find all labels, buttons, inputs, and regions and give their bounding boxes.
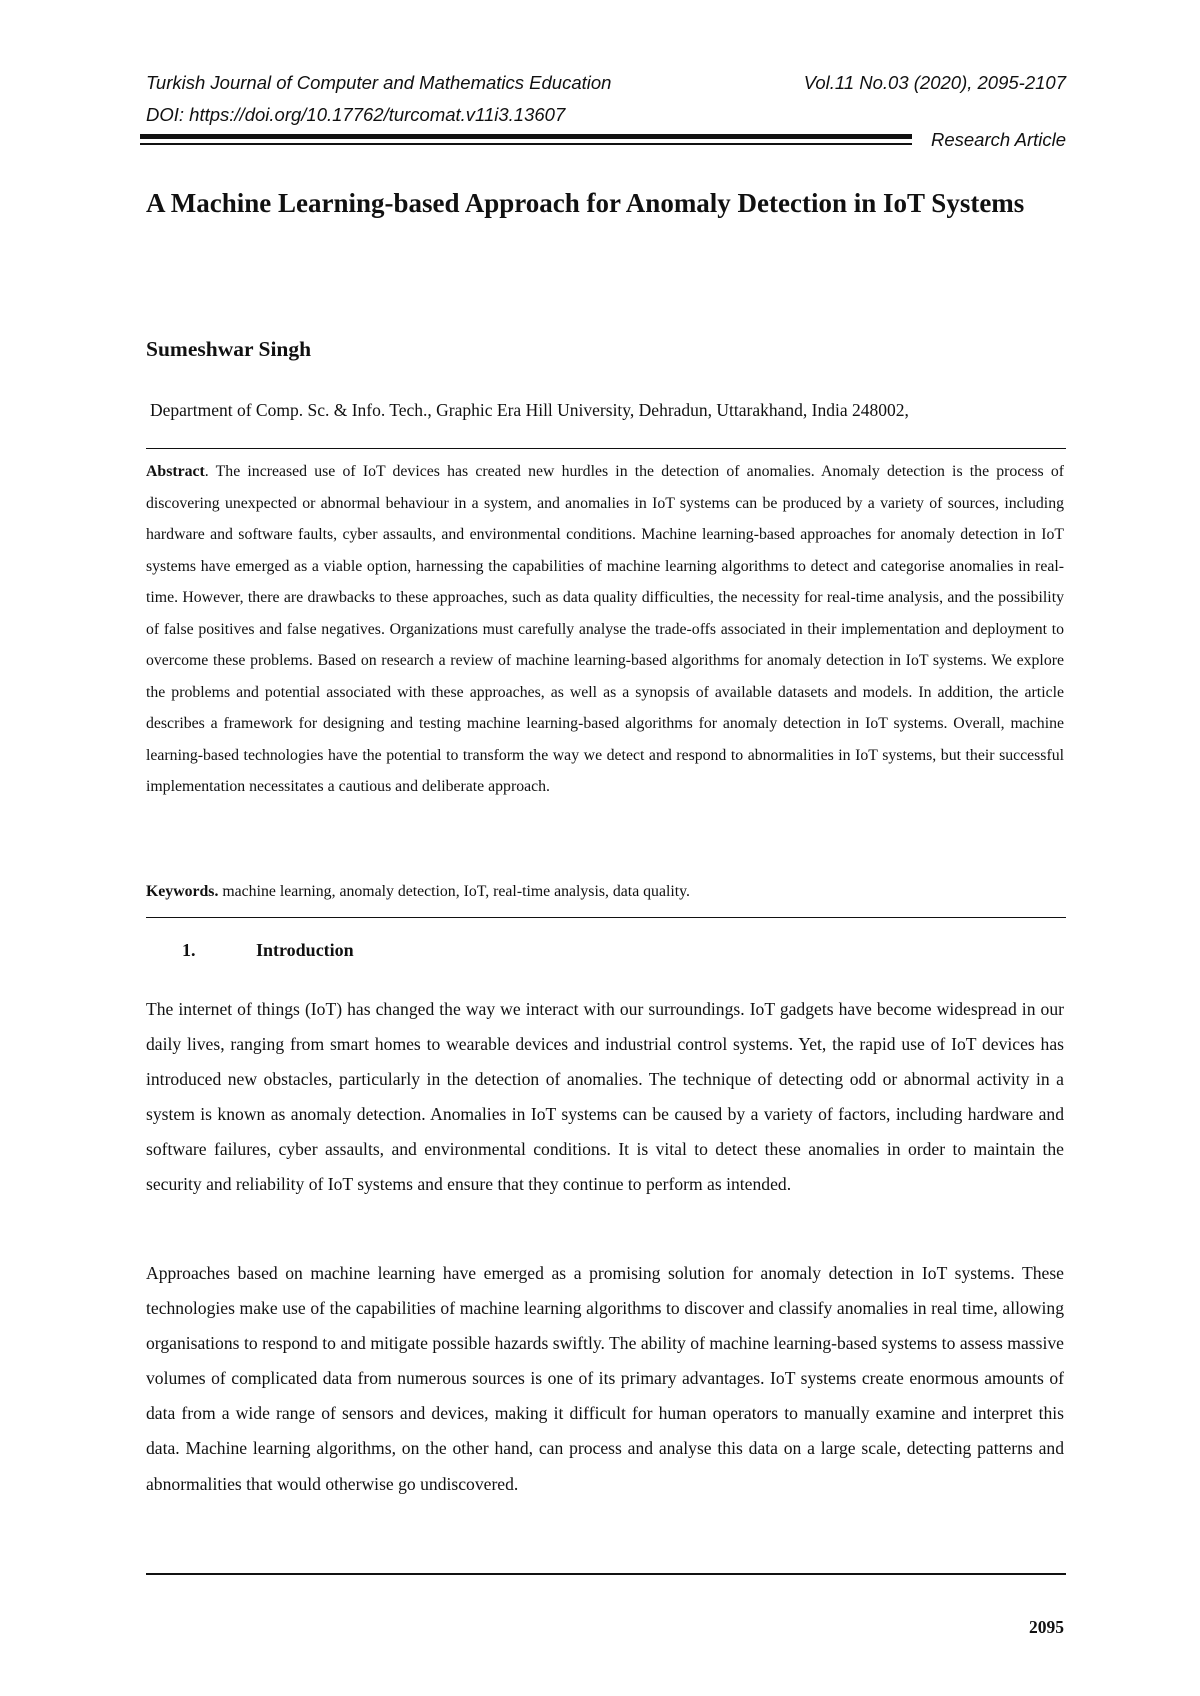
footer-rule [146, 1573, 1066, 1575]
keywords [146, 883, 690, 901]
keywords-label: Keywords. [146, 883, 219, 900]
intro-paragraph-2: Approaches based on machine learning have emerged as a promising solution for anomaly detection in IoT systems. These technologies make use of the capabilities of machine learning algorithms to discover and classify anomalies in real time, allowing organisations to respond to and mitigate possible hazards swiftly. The ability of machine learning-based systems to assess massive volumes of complicated data from numerous sources is one of its primary advantages. IoT systems create enormous amounts of data from a wide range of sensors and devices, making it difficult for human operators to manually examine and interpret this data. Machine learning algorithms, on the other hand, can process and analyse this data on a large scale, detecting patterns and abnormalities that would otherwise go undiscovered. [146, 1263, 1064, 1494]
journal-volume: Vol.11 No.03 (2020), 2095-2107 [803, 72, 1066, 93]
abstract-label: Abstract [146, 463, 205, 480]
journal-name: Turkish Journal of Computer and Mathematics Education [146, 72, 612, 93]
author-name: Sumeshwar Singh [146, 337, 312, 361]
author-affiliation: Department of Comp. Sc. & Info. Tech., Graphic Era Hill University, Dehradun, Uttarakhand, India 248002, [150, 400, 909, 420]
section-title: Introduction [256, 940, 354, 960]
paper-title: A Machine Learning-based Approach for Anomaly Detection in IoT Systems [146, 188, 1025, 218]
article-type: Research Article [930, 129, 1066, 150]
page-number: 2095 [1029, 1617, 1064, 1637]
keywords-text: machine learning, anomaly detection, IoT, real-time analysis, data quality. [222, 883, 690, 900]
doi-link[interactable]: DOI: https://doi.org/10.17762/turcomat.v11i3.13607 [146, 104, 566, 125]
abstract-bottom-rule [146, 917, 1066, 918]
section-number: 1. [182, 940, 196, 960]
header-rule-thin [140, 143, 912, 145]
abstract-text: The increased use of IoT devices has created new hurdles in the detection of anomalies. Anomaly detection is the process of discovering unexpected or abnormal behaviour in a system, and anomalies in IoT systems can be produced by a variety of sources, including hardware and software faults, cyber assaults, and environmental conditions. Machine learning-based approaches for anomaly detection in IoT systems have emerged as a viable option, harnessing the capabilities of machine learning algorithms to detect and categorise anomalies in real-time. However, there are drawbacks to these approaches, such as data quality difficulties, the necessity for real-time analysis, and the possibility of false positives and false negatives. Organizations must carefully analyse the trade-offs associated in their implementation and deployment to overcome these problems. Based on research a review of machine learning-based algorithms for anomaly detection in IoT systems. We explore the problems and potential associated with these approaches, as well as a synopsis of available datasets and models. In addition, the article describes a framework for designing and testing machine learning-based algorithms for anomaly detection in IoT systems. Overall, machine learning-based technologies have the potential to transform the way we detect and respond to abnormalities in IoT systems, but their successful implementation necessitates a cautious and deliberate approach. [146, 463, 1064, 795]
abstract-top-rule [146, 448, 1066, 449]
abstract: Abstract. The increased use of IoT devices has created new hurdles in the detection of anomalies. Anomaly detection is the process of discovering unexpected or abnormal behaviour in a system, and anomalies in IoT systems can be produced by a variety of sources, including hardware and software faults, cyber assaults, and environmental conditions. Machine learning-based approaches for anomaly detection in IoT systems have emerged as a viable option, harnessing the capabilities of machine learning algorithms to detect and categorise anomalies in real-time. However, there are drawbacks to these approaches, such as data quality difficulties, the necessity for real-time analysis, and the possibility of false positives and false negatives. Organizations must carefully analyse the trade-offs associated in their implementation and deployment to overcome these problems. Based on research a review of machine learning-based algorithms for anomaly detection in IoT systems. We explore the problems and potential associated with these approaches, as well as a synopsis of available datasets and models. In addition, the article describes a framework for designing and testing machine learning-based algorithms for anomaly detection in IoT systems. Overall, machine learning-based technologies have the potential to transform the way we detect and respond to abnormalities in IoT systems, but their successful implementation necessitates a cautious and deliberate approach. [146, 463, 1064, 795]
intro-paragraph-1: The internet of things (IoT) has changed the way we interact with our surroundings. IoT gadgets have become widespread in our daily lives, ranging from smart homes to wearable devices and industrial control systems. Yet, the rapid use of IoT devices has introduced new obstacles, particularly in the detection of anomalies. The technique of detecting odd or abnormal activity in a system is known as anomaly detection. Anomalies in IoT systems can be caused by a variety of factors, including hardware and software failures, cyber assaults, and environmental conditions. It is vital to detect these anomalies in order to maintain the security and reliability of IoT systems and ensure that they continue to perform as intended. [146, 999, 1064, 1195]
header-rule-thick [140, 134, 912, 139]
